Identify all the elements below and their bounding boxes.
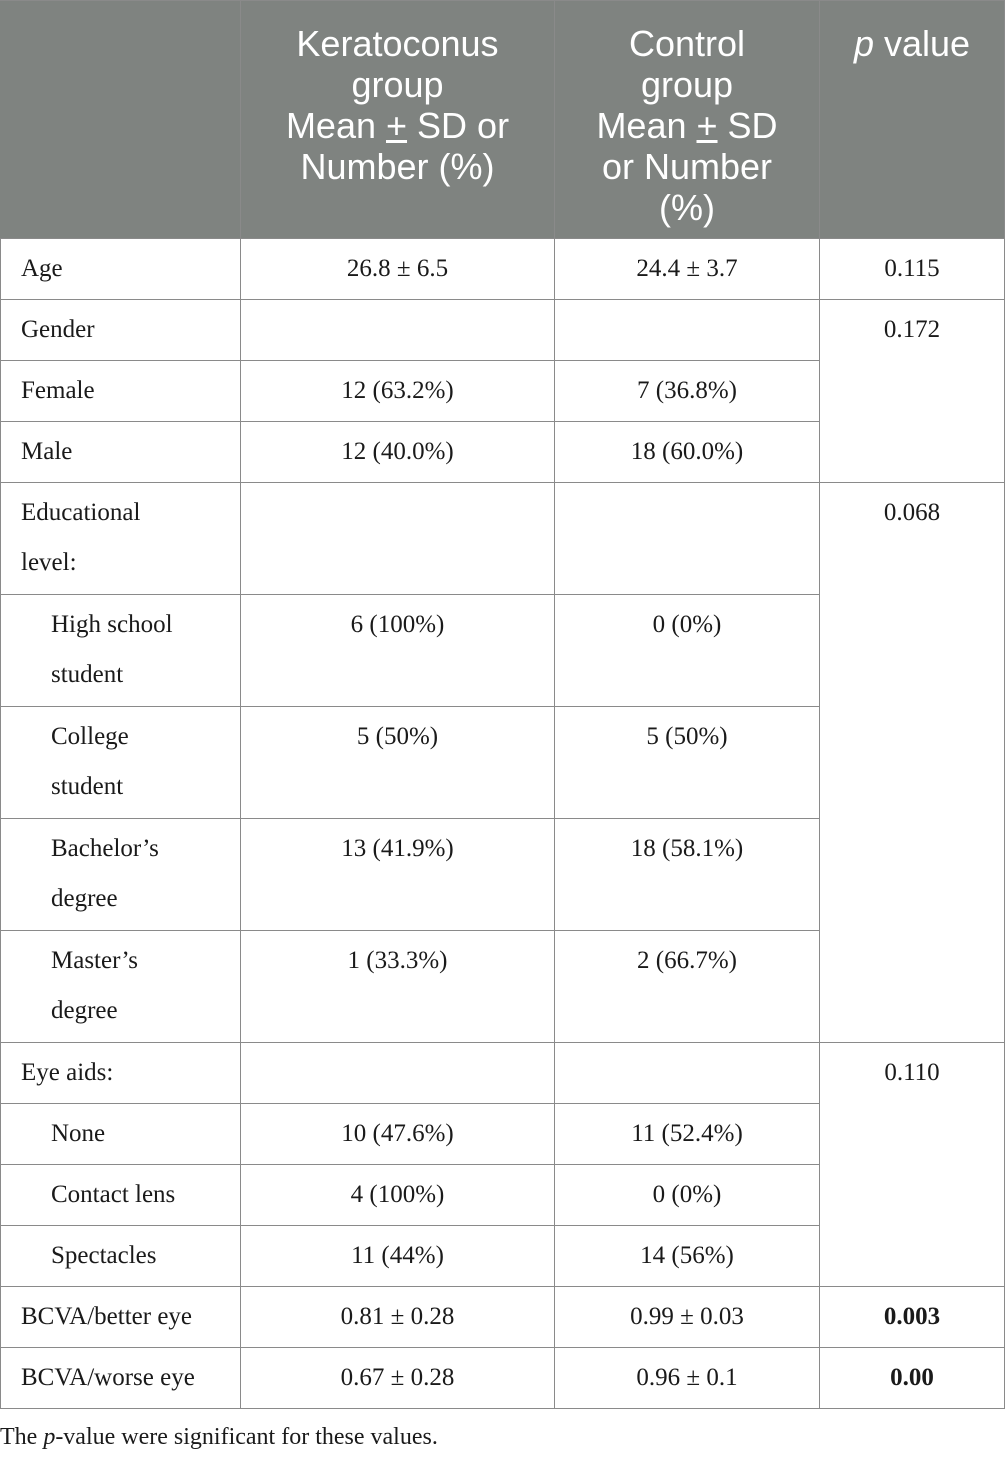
- kc-value: 26.8 ± 6.5: [241, 239, 555, 300]
- kc-value: [241, 483, 555, 595]
- header-kc-line4: Number (%): [300, 146, 495, 187]
- header-p-value: p value: [820, 1, 1005, 239]
- table-row: [1, 1287, 1005, 1348]
- kc-value: 0.81 ± 0.28: [241, 1287, 555, 1348]
- table-row: [1, 1348, 1005, 1409]
- header-row: [1, 1, 1005, 239]
- row-label: None: [1, 1104, 241, 1165]
- ctrl-value: [555, 483, 820, 595]
- ctrl-value: 18 (60.0%): [555, 422, 820, 483]
- ctrl-value: 7 (36.8%): [555, 361, 820, 422]
- header-ctrl-line2: group: [640, 64, 734, 105]
- ctrl-value: 0.96 ± 0.1: [555, 1348, 820, 1409]
- row-label: Master’s degree: [1, 931, 241, 1043]
- ctrl-value: 24.4 ± 3.7: [555, 239, 820, 300]
- header-kc-line3: Mean + SD or: [285, 105, 510, 146]
- kc-value: 1 (33.3%): [241, 931, 555, 1043]
- ctrl-value: 2 (66.7%): [555, 931, 820, 1043]
- kc-value: 6 (100%): [241, 595, 555, 707]
- row-label: Age: [1, 239, 241, 300]
- row-label: Male: [1, 422, 241, 483]
- p-value: 0.115: [820, 239, 1005, 300]
- ctrl-value: 0 (0%): [555, 595, 820, 707]
- kc-value: 5 (50%): [241, 707, 555, 819]
- row-label: Spectacles: [1, 1226, 241, 1287]
- ctrl-value: 0.99 ± 0.03: [555, 1287, 820, 1348]
- header-ctrl-line4: or Number: [601, 146, 773, 187]
- ctrl-value: 11 (52.4%): [555, 1104, 820, 1165]
- header-blank: [1, 1, 241, 239]
- kc-value: [241, 300, 555, 361]
- ctrl-value: [555, 1043, 820, 1104]
- row-label: Gender: [1, 300, 241, 361]
- kc-value: 11 (44%): [241, 1226, 555, 1287]
- header-kc-line2: group: [351, 64, 444, 105]
- kc-value: [241, 1043, 555, 1104]
- p-value: 0.068: [820, 483, 1005, 1043]
- kc-value: 12 (63.2%): [241, 361, 555, 422]
- header-kc-line1: Keratoconus: [296, 23, 499, 64]
- header-ctrl-line3: Mean + SD: [596, 105, 778, 146]
- row-label: Educational level:: [1, 483, 241, 595]
- ctrl-value: [555, 300, 820, 361]
- row-label: High school student: [1, 595, 241, 707]
- ctrl-value: 18 (58.1%): [555, 819, 820, 931]
- table-row: [1, 1043, 1005, 1104]
- header-control: [555, 1, 820, 239]
- header-keratoconus: [241, 1, 555, 239]
- row-label: Contact lens: [1, 1165, 241, 1226]
- row-label: College student: [1, 707, 241, 819]
- kc-value: 4 (100%): [241, 1165, 555, 1226]
- ctrl-value: 14 (56%): [555, 1226, 820, 1287]
- header-ctrl-line1: Control: [628, 23, 746, 64]
- kc-value: 10 (47.6%): [241, 1104, 555, 1165]
- ctrl-value: 5 (50%): [555, 707, 820, 819]
- row-label: BCVA/better eye: [1, 1287, 241, 1348]
- table-row: [1, 483, 1005, 595]
- table-row: [1, 300, 1005, 361]
- row-label: BCVA/worse eye: [1, 1348, 241, 1409]
- p-value-significant: 0.00: [820, 1348, 1005, 1409]
- ctrl-value: 0 (0%): [555, 1165, 820, 1226]
- kc-value: 0.67 ± 0.28: [241, 1348, 555, 1409]
- kc-value: 12 (40.0%): [241, 422, 555, 483]
- table-footnote: The p-value were significant for these values.: [0, 1424, 438, 1450]
- p-value: 0.110: [820, 1043, 1005, 1287]
- header-ctrl-line5: (%): [659, 187, 715, 228]
- p-value: 0.172: [820, 300, 1005, 483]
- kc-value: 13 (41.9%): [241, 819, 555, 931]
- row-label: Female: [1, 361, 241, 422]
- table-row: [1, 239, 1005, 300]
- row-label: Bachelor’s degree: [1, 819, 241, 931]
- p-value-significant: 0.003: [820, 1287, 1005, 1348]
- row-label: Eye aids:: [1, 1043, 241, 1104]
